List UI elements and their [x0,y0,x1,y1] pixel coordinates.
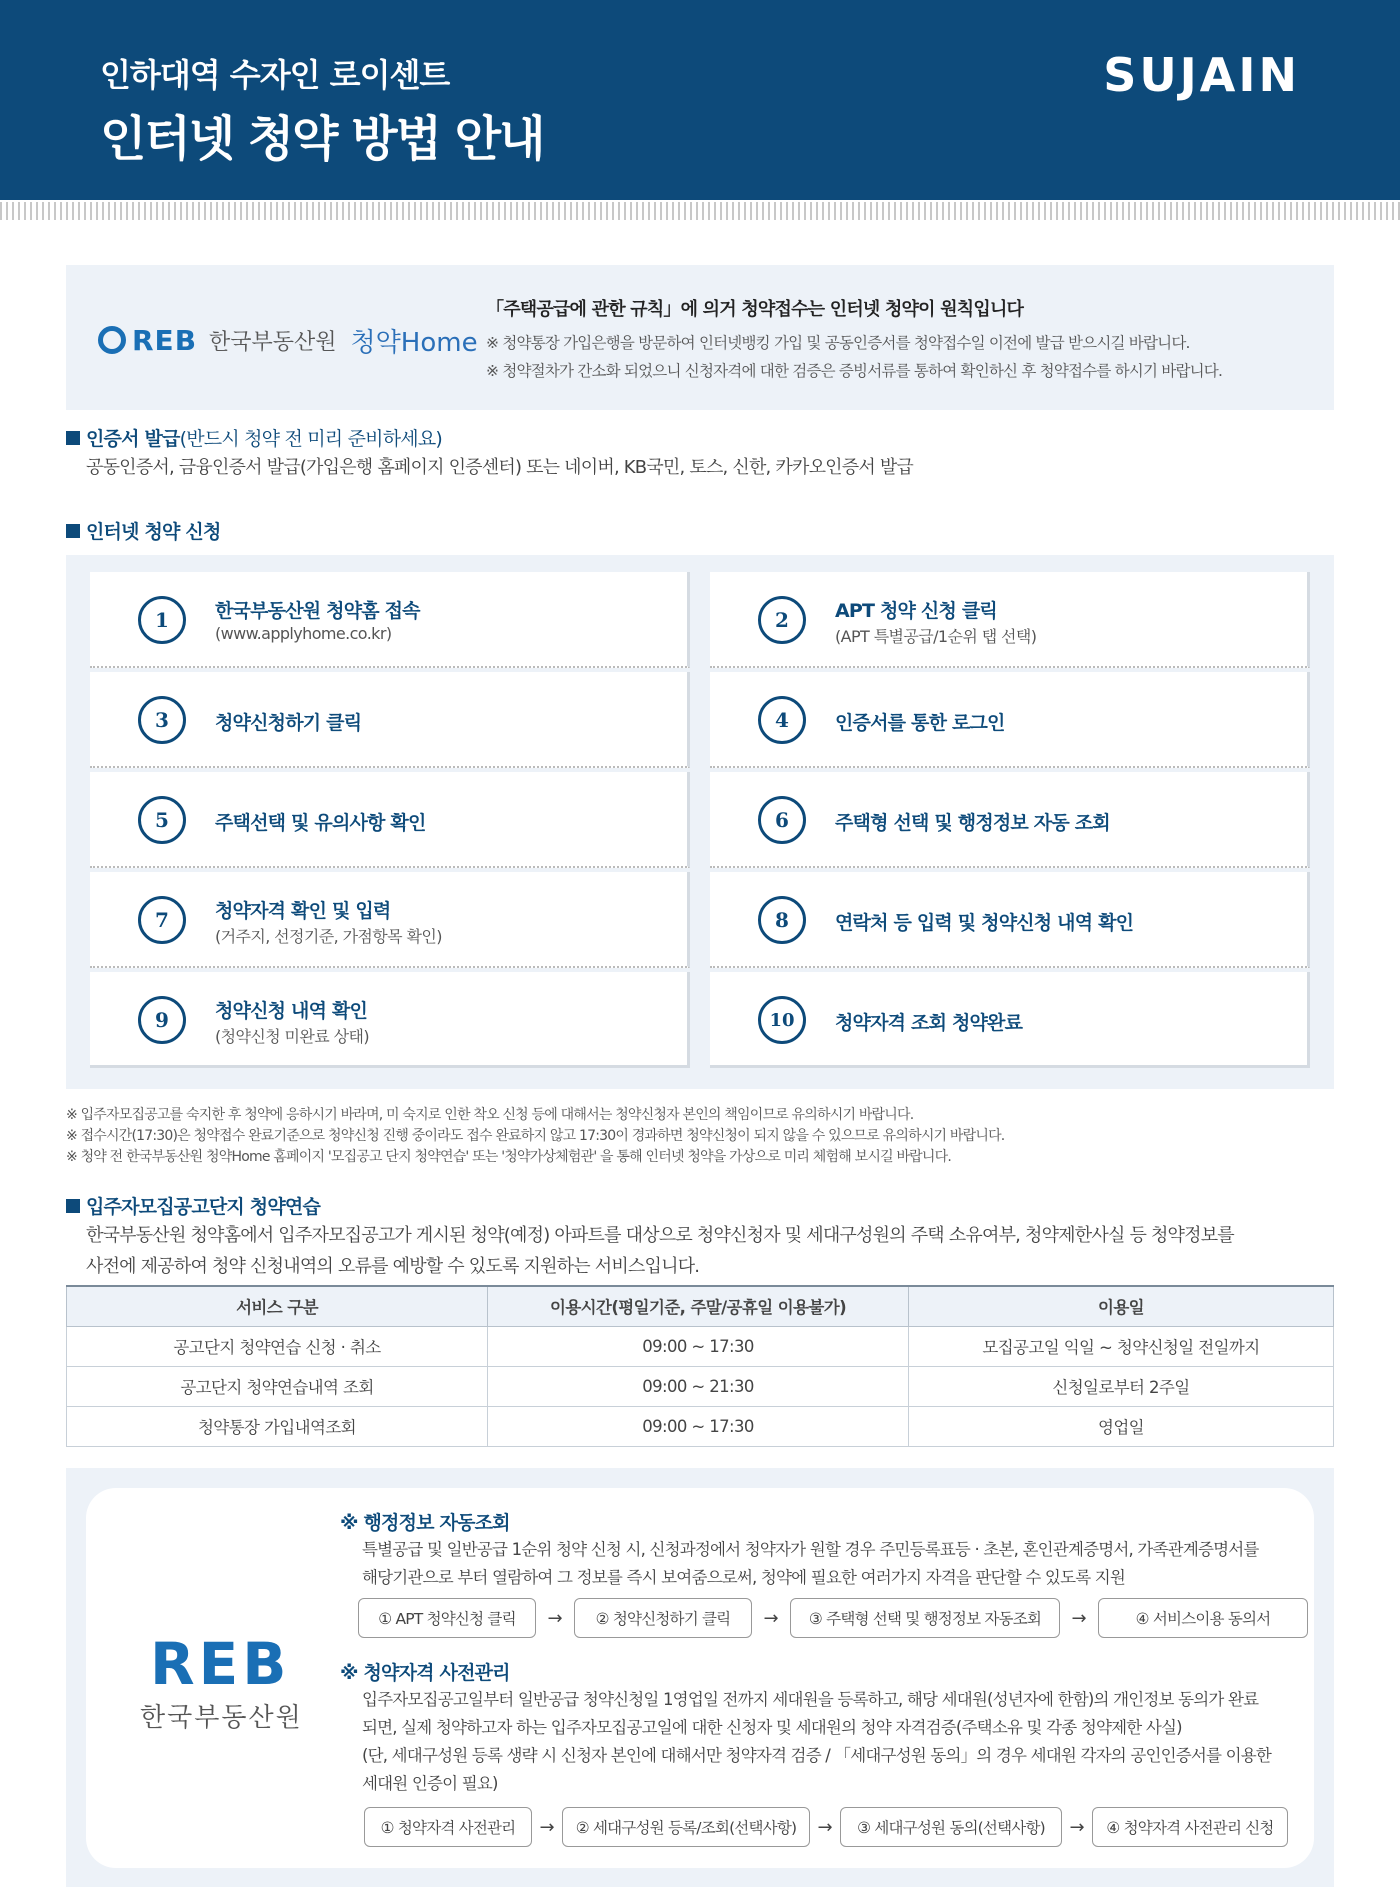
practice-service-table [66,1285,1334,1447]
flow-step: ① APT 청약신청 클릭 [358,1598,536,1638]
arrow-right-icon: → [817,1816,833,1838]
admin-flow [358,1598,1308,1638]
practice-title-text: 입주자모집공고단지 청약연습 [86,1196,321,1218]
step-card [710,672,1310,768]
step-card [90,772,690,868]
table-row [67,1326,1334,1366]
step-label: 연락처 등 입력 및 청약신청 내역 확인 [835,912,1134,934]
table-cell: 모집공고일 익일 ~ 청약신청일 전일까지 [909,1326,1334,1366]
reb-logo-text: REB [132,323,198,357]
sujain-logo: SUJAIN [1103,48,1300,102]
footnote: ※ 입주자모집공고를 숙지한 후 청약에 응하시기 바라며, 미 숙지로 인한 착오 신청 등에 대해서는 청약신청자 본인의 책임이므로 유의하시기 바랍니다. [66,1107,914,1123]
cert-body: 공동인증서, 금융인증서 발급(가입은행 홈페이지 인증센터) 또는 네이버, KB국민, 토스, 신한, 카카오인증서 발급 [86,457,914,478]
step-number: 2 [758,596,806,644]
arrow-right-icon: → [1069,1816,1085,1838]
apply-footnotes [66,1105,1004,1168]
pre-management-line: 되면, 실제 청약하고자 하는 입주자모집공고일에 대한 신청자 및 세대원의 청약 자격검증(주택소유 및 각종 청약제한 사실) [362,1718,1182,1737]
footnote: ※ 접수시간(17:30)은 청약접수 완료기준으로 청약신청 진행 중이라도 접수 완료하지 않고 17:30이 경과하면 청약신청이 되지 않을 수 있으므로 유의하시기 바랍니다. [66,1128,1005,1144]
table-header-cell: 서비스 구분 [67,1286,488,1326]
apply-section-title [66,517,221,544]
step-card [710,572,1310,668]
step-sublabel: (APT 특별공급/1순위 탭 선택) [835,627,1037,646]
flow-step: ④ 서비스이용 동의서 [1098,1598,1308,1638]
pre-management-title: ※ 청약자격 사전관리 [340,1662,510,1684]
flow-step: ③ 주택형 선택 및 행정정보 자동조회 [790,1598,1060,1638]
square-bullet-icon [66,431,80,445]
step-card [710,772,1310,868]
practice-body [86,1220,1234,1282]
flow-step: ③ 세대구성원 동의(선택사항) [840,1807,1062,1847]
step-number: 1 [138,596,186,644]
step-label: 청약신청 내역 확인 [215,1000,368,1022]
table-row [67,1366,1334,1406]
square-bullet-icon [66,1199,80,1213]
step-sublabel: (거주지, 선정기준, 가점항목 확인) [215,927,442,946]
admin-info-line: 특별공급 및 일반공급 1순위 청약 신청 시, 신청과정에서 청약자가 원할 경우 주민등록표등 · 초본, 혼인관계증명서, 가족관계증명서를 [362,1540,1259,1559]
pre-management-line: (단, 세대구성원 등록 생략 시 신청자 본인에 대해서만 청약자격 검증 / 「세대구성원 동의」의 경우 세대원 각자의 공인인증서를 이용한 [362,1746,1272,1765]
step-label: 청약자격 확인 및 입력 [215,900,391,922]
step-number: 4 [758,696,806,744]
cert-section-title [66,424,442,451]
step-card [710,872,1310,968]
step-card [710,972,1310,1068]
admin-info-line: 해당기관으로 부터 열람하여 그 정보를 즉시 보여줌으로써, 청약에 필요한 여러가지 자격을 판단할 수 있도록 지원 [362,1568,1126,1587]
intro-lead: 「주택공급에 관한 규칙」에 의거 청약접수는 인터넷 청약이 원칙입니다 [486,299,1024,320]
table-cell: 청약통장 가입내역조회 [67,1406,488,1446]
footnote: ※ 청약 전 한국부동산원 청약Home 홈페이지 '모집공고 단지 청약연습' 또는 '청약가상체험관' 을 통해 인터넷 청약을 가상으로 미리 체험해 보시길 바랍니다. [66,1149,951,1165]
step-number: 7 [138,896,186,944]
table-cell: 09:00 ~ 17:30 [488,1326,909,1366]
cert-title-paren: (반드시 청약 전 미리 준비하세요) [179,428,442,450]
step-number: 5 [138,796,186,844]
arrow-right-icon: → [547,1607,563,1629]
step-card [90,672,690,768]
page-header [0,0,1400,200]
table-cell: 공고단지 청약연습내역 조회 [67,1366,488,1406]
table-cell: 09:00 ~ 17:30 [488,1406,909,1446]
pre-management-line: 세대원 인증이 필요) [362,1774,498,1793]
step-number: 9 [138,996,186,1044]
header-subtitle: 인하대역 수자인 로이센트 [100,56,450,94]
table-header-row [67,1286,1334,1326]
reb-swirl-icon [98,326,126,354]
flow-step: ④ 청약자격 사전관리 신청 [1092,1807,1288,1847]
applyhome-logo [98,320,478,360]
flow-step: ② 청약신청하기 클릭 [574,1598,752,1638]
table-cell: 공고단지 청약연습 신청 · 취소 [67,1326,488,1366]
applyhome-logo-text: 청약Home [350,327,478,358]
cert-title-text: 인증서 발급 [86,428,180,450]
step-sublabel: (www.applyhome.co.kr) [215,624,392,643]
arrow-right-icon: → [763,1607,779,1629]
page-title: 인터넷 청약 방법 안내 [100,111,544,167]
intro-text [486,295,1316,385]
decorative-ruler [0,202,1400,220]
step-label: 인증서를 통한 로그인 [835,712,1005,734]
table-header-cell: 이용일 [909,1286,1334,1326]
step-card [90,572,690,668]
reb-org-name-large: 한국부동산원 [140,1703,303,1733]
flow-step: ② 세대구성원 등록/조회(선택사항) [562,1807,810,1847]
admin-info-title: ※ 행정정보 자동조회 [340,1512,510,1534]
apply-title-text: 인터넷 청약 신청 [86,521,221,543]
practice-body-line: 사전에 제공하여 청약 신청내역의 오류를 예방할 수 있도록 지원하는 서비스입니다. [86,1256,700,1277]
pre-management-line: 입주자모집공고일부터 일반공급 청약신청일 1영업일 전까지 세대원을 등록하고, 해당 세대원(성년자에 한함)의 개인정보 동의가 완료 [362,1690,1259,1709]
step-number: 3 [138,696,186,744]
flow-step: ① 청약자격 사전관리 [364,1807,532,1847]
table-cell: 신청일로부터 2주일 [909,1366,1334,1406]
table-cell: 09:00 ~ 21:30 [488,1366,909,1406]
intro-note: ※ 청약통장 가입은행을 방문하여 인터넷뱅킹 가입 및 공동인증서를 청약접수일 이전에 발급 받으시길 바랍니다. [486,334,1190,352]
pre-management-body [362,1686,1292,1798]
reb-logo-large: REB [150,1630,291,1698]
reb-org-name: 한국부동산원 [209,329,337,355]
practice-body-line: 한국부동산원 청약홈에서 입주자모집공고가 게시된 청약(예정) 아파트를 대상으로 청약신청자 및 세대구성원의 주택 소유여부, 청약제한사실 등 청약정보를 [86,1225,1234,1246]
step-label: 주택선택 및 유의사항 확인 [215,812,426,834]
square-bullet-icon [66,524,80,538]
step-label: 청약자격 조회 청약완료 [835,1012,1023,1034]
intro-note: ※ 청약절차가 간소화 되었으니 신청자격에 대한 검증은 증빙서류를 통하여 확인하신 후 청약접수를 하시기 바랍니다. [486,362,1223,380]
step-label: APT 청약 신청 클릭 [835,600,997,622]
arrow-right-icon: → [1071,1607,1087,1629]
step-number: 8 [758,896,806,944]
step-card [90,972,690,1068]
table-row [67,1406,1334,1446]
table-header-cell: 이용시간(평일기준, 주말/공휴일 이용불가) [488,1286,909,1326]
table-cell: 영업일 [909,1406,1334,1446]
step-card [90,872,690,968]
step-label: 주택형 선택 및 행정정보 자동 조회 [835,812,1110,834]
step-number: 6 [758,796,806,844]
practice-section-title [66,1192,320,1219]
pre-management-flow [364,1807,1288,1847]
step-label: 한국부동산원 청약홈 접속 [215,600,420,622]
arrow-right-icon: → [539,1816,555,1838]
step-number: 10 [758,996,806,1044]
step-label: 청약신청하기 클릭 [215,712,362,734]
step-sublabel: (청약신청 미완료 상태) [215,1027,369,1046]
admin-info-body [362,1536,1292,1592]
intro-box [66,265,1334,410]
